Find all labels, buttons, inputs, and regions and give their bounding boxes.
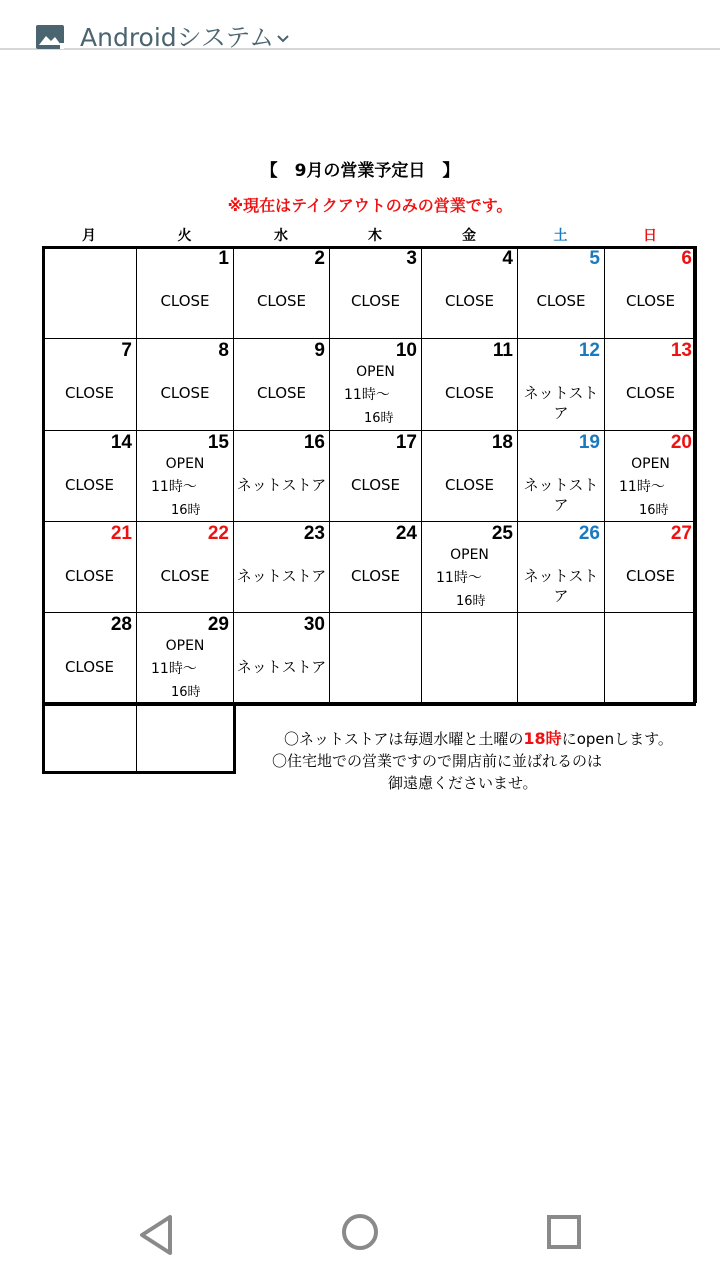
close-status: CLOSE [625, 384, 676, 402]
close-status: CLOSE [625, 567, 676, 585]
home-icon[interactable] [335, 1210, 385, 1260]
close-status: CLOSE [160, 567, 210, 585]
close-status: CLOSE [350, 567, 401, 585]
calendar-cell [233, 246, 330, 339]
calendar-cell [42, 246, 137, 339]
calendar-cell [136, 430, 234, 522]
app-title: Androidシステム [80, 23, 275, 52]
calendar-cell [329, 521, 422, 613]
calendar-cell [233, 521, 330, 613]
close-status: CLOSE [350, 476, 401, 494]
calendar-cell [329, 338, 422, 431]
weekday-label: 水 [274, 228, 288, 244]
calendar-cell [604, 430, 697, 522]
notification-header[interactable] [0, 0, 720, 50]
day-number: 7 [121, 340, 132, 361]
calendar-cell [604, 338, 697, 431]
day-number: 1 [218, 248, 229, 269]
calendar-cell-empty [42, 702, 137, 774]
open-hours: OPEN 11時～ 16時 [151, 456, 205, 518]
open-hours: OPEN 11時～ 16時 [344, 364, 395, 426]
day-number: 24 [395, 523, 417, 544]
day-number: 5 [589, 248, 600, 269]
calendar-cell [421, 430, 518, 522]
weekday-label: 月 [82, 228, 96, 244]
calendar-cell [42, 338, 137, 431]
calendar-cell-empty [136, 702, 234, 774]
net-store-status: ネットストア [236, 476, 327, 494]
takeout-notice: ※現在はテイクアウトのみの営業です。 [227, 196, 513, 215]
chevron-down-icon[interactable] [276, 34, 290, 44]
calendar-cell [517, 521, 605, 613]
calendar-cell [421, 612, 518, 703]
close-status: CLOSE [625, 292, 676, 310]
close-status: CLOSE [256, 384, 307, 402]
net-store-status: ネットストア [236, 658, 327, 676]
calendar-title: 【 9月の営業予定日 】 [260, 161, 460, 181]
day-number: 17 [395, 432, 417, 453]
day-number: 12 [578, 340, 600, 361]
calendar-cell [517, 338, 605, 431]
calendar-cell [329, 430, 422, 522]
note-net-store: 〇ネットストアは毎週水曜と土曜の18時にopenします。 [284, 729, 673, 748]
net-store-status: ネットストア [523, 384, 599, 422]
day-number: 13 [670, 340, 692, 361]
day-number: 8 [218, 340, 229, 361]
day-number: 23 [303, 523, 325, 544]
day-number: 19 [578, 432, 600, 453]
image-icon [36, 25, 64, 49]
day-number: 28 [110, 614, 132, 635]
day-number: 18 [491, 432, 513, 453]
day-number: 25 [491, 523, 513, 544]
open-hours: OPEN 11時～ 16時 [151, 638, 205, 700]
net-store-status: ネットストア [523, 476, 599, 514]
calendar-cell [136, 521, 234, 613]
calendar-cell [233, 338, 330, 431]
day-number: 30 [303, 614, 325, 635]
weekday-label: 火 [177, 228, 192, 244]
day-number: 22 [207, 523, 229, 544]
note-residential: 〇住宅地での営業ですので開店前に並ばれるのは [272, 752, 603, 770]
close-status: CLOSE [444, 384, 495, 402]
calendar-cell [136, 338, 234, 431]
net-store-status: ネットストア [236, 567, 327, 585]
net-store-status: ネットストア [523, 567, 599, 605]
close-status: CLOSE [64, 384, 115, 402]
calendar-cell [421, 338, 518, 431]
open-hours: OPEN 11時～ 16時 [436, 547, 489, 609]
close-status: CLOSE [536, 292, 586, 310]
calendar-cell [421, 521, 518, 613]
calendar-cell [42, 612, 137, 703]
calendar-cell [136, 246, 234, 339]
close-status: CLOSE [444, 292, 495, 310]
weekday-label: 日 [643, 228, 657, 244]
weekday-label: 金 [462, 228, 476, 244]
close-status: CLOSE [64, 658, 115, 676]
day-number: 14 [110, 432, 132, 453]
day-number: 16 [303, 432, 325, 453]
calendar-cell [233, 430, 330, 522]
day-number: 10 [395, 340, 417, 361]
day-number: 15 [207, 432, 229, 453]
calendar-cell [421, 246, 518, 339]
weekday-label: 土 [553, 228, 568, 244]
weekday-label: 木 [368, 228, 382, 244]
calendar-cell [233, 612, 330, 703]
notes [232, 728, 720, 794]
calendar-cell [517, 246, 605, 339]
close-status: CLOSE [64, 567, 115, 585]
back-icon[interactable] [132, 1210, 182, 1260]
calendar-cell [42, 430, 137, 522]
day-number: 21 [110, 523, 132, 544]
calendar-cell [136, 612, 234, 703]
close-status: CLOSE [256, 292, 307, 310]
day-number: 9 [314, 340, 325, 361]
close-status: CLOSE [160, 292, 210, 310]
day-number: 26 [578, 523, 600, 544]
calendar-cell [517, 430, 605, 522]
note-highlight-time: 18時 [523, 729, 562, 748]
day-number: 2 [314, 248, 325, 269]
navigation-bar [0, 1180, 720, 1280]
day-number: 3 [406, 248, 417, 269]
calendar-cell [604, 521, 697, 613]
day-number: 4 [502, 248, 513, 269]
calendar-cell [329, 612, 422, 703]
calendar-cell [604, 612, 697, 703]
day-number: 6 [681, 248, 692, 269]
open-hours: OPEN 11時～ 16時 [619, 456, 670, 518]
note-residential-cont: 御遠慮くださいませ。 [388, 774, 538, 792]
recents-icon[interactable] [538, 1210, 588, 1260]
close-status: CLOSE [350, 292, 401, 310]
calendar-cell [604, 246, 697, 339]
calendar-cell [517, 612, 605, 703]
close-status: CLOSE [64, 476, 115, 494]
calendar-cell [42, 521, 137, 613]
day-number: 29 [207, 614, 229, 635]
day-number: 20 [670, 432, 692, 453]
day-number: 27 [670, 523, 692, 544]
calendar-cell [329, 246, 422, 339]
day-number: 11 [492, 340, 513, 361]
close-status: CLOSE [160, 384, 210, 402]
close-status: CLOSE [444, 476, 495, 494]
